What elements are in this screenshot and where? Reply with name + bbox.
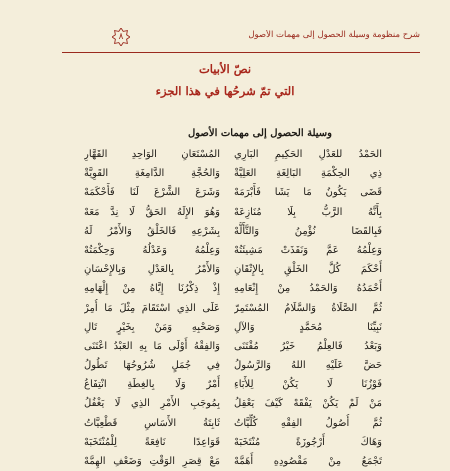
verse-first-hemistich: حَضَّ عَلَيْهِ اللهُ وَالرَّسُولُ [234, 360, 382, 372]
verse-second-hemistich: وَصَحْبِهِ وَمَنْ بِخَيْرٍ تَالِ [84, 321, 220, 333]
verse-first-hemistich: الحَمْدُ للعَدْلِ الحَكِيمِ البَارِي [234, 149, 382, 160]
poem-verses [0, 145, 450, 471]
verse-row [0, 356, 450, 375]
verse-row [0, 394, 450, 413]
verse-second-hemistich: ثَابِتَةُ الأَسَاسِ قَطْعِيَّاتُ [84, 417, 220, 429]
verse-second-hemistich: فِي جُمَلٍ شُرُوحُهَا تَطُولُ [84, 360, 220, 372]
verse-row [0, 414, 450, 433]
verse-first-hemistich: أَحْكَمَ كُلَّ الخَلْقِ بِالإِتْقَانِ [234, 264, 382, 276]
verse-row [0, 375, 450, 394]
page-number: ٨ [118, 32, 124, 42]
verse-first-hemistich: فَبِالقَضَا نُؤْمِنُ وَالتَّأَلُّهْ [234, 225, 382, 237]
verse-second-hemistich: إِذْ ذِكْرُنَا إِيَّاهُ مِنْ إِلْهَامِهِ [84, 283, 220, 295]
verse-second-hemistich: قَوَاعِدًا نَافِعَةً لِلْمُنْتَخَبَهْ [84, 436, 220, 448]
verse-first-hemistich: وَبَعْدُ فَالعِلْمُ خَيْرُ مُقْتَنَى [234, 340, 382, 352]
verse-first-hemistich: فَوْزُنَا لَا يَكُنْ لِلأَبَاءِ [234, 379, 382, 391]
verse-first-hemistich: ذِي الحِكْمَةِ البَالِغَةِ العَلِيَّةْ [234, 168, 382, 180]
verse-second-hemistich: وَالحُجَّةِ الدَّامِغَةِ القَوِيَّةْ [84, 168, 220, 180]
verse-row [0, 318, 450, 337]
verse-row [0, 183, 450, 202]
verse-second-hemistich: وَالفِقْهُ أَوْلَى مَا بِهِ العَبْدُ اعْتَنَى [84, 340, 220, 352]
section-subtitle: التي تمّ شرحُها في هذا الجزء [155, 84, 295, 98]
verse-first-hemistich: نَبِيِّنَا مُحَمَّدٍ وَالآلِ [234, 321, 382, 333]
verse-row [0, 145, 450, 164]
verse-first-hemistich: تَجْمَعُ مِنْ مَقْصُودِهِ أَهَمَّهْ [234, 456, 382, 467]
verse-first-hemistich: ثُمَّ الصَّلَاةُ وَالسَّلَامُ المُسْتَمِرّ [234, 302, 382, 314]
verse-second-hemistich: وَالأَمْرُ بِالعَدْلِ وَبِالإِحْسَانِ [84, 264, 220, 276]
verse-row [0, 241, 450, 260]
verse-row [0, 203, 450, 222]
verse-second-hemistich: عَلَى الذِي اسْتَقَامَ مِثْلَ مَا أُمِرْ [84, 302, 220, 314]
verse-second-hemistich: وَشَرَعَ الشَّرْعَ لَنَا فَأَحْكَمَهْ [84, 187, 220, 199]
verse-first-hemistich: قَضَى يَكُونُ مَا يَشَا فَأَبْرَمَهْ [234, 187, 382, 199]
verse-second-hemistich: بِشَرْعِهِ فَالخَلْقُ وَالأَمْرُ لَهُ [84, 225, 220, 237]
verse-second-hemistich: أَمْرٌ وَلَا بِالغِطَةِ انْتِفَاعُ [84, 379, 220, 391]
verse-row [0, 299, 450, 318]
verse-row [0, 164, 450, 183]
page-number-badge [112, 28, 130, 46]
verse-first-hemistich: أَحْمَدُهُ وَالحَمْدُ مِنْ إِنْعَامِهِ [234, 283, 382, 295]
verse-row [0, 337, 450, 356]
section-title: نصّ الأبيات [198, 62, 252, 76]
poem-title: وسيلة الحصول إلى مهمات الأصول [188, 128, 332, 139]
verse-row [0, 279, 450, 298]
verse-first-hemistich: وَهَاكَ أَرْجُوزَةً مُنْتَخَبَهْ [234, 436, 382, 448]
verse-first-hemistich: بِأَنَّهُ الرَّبُّ بِلَا مُنَازِعَهْ [234, 206, 382, 218]
verse-row [0, 260, 450, 279]
verse-second-hemistich: وَعِلْمُهُ وَعَدْلُهُ وَحِكْمَتُهْ [84, 244, 220, 256]
verse-second-hemistich: المُسْتَعَانِ الوَاحِدِ القَهَّارِ [84, 149, 220, 160]
verse-first-hemistich: مَنْ لَمْ يَكُنْ يَفْقَهْ كَيْفَ يَعْقِلُ [234, 398, 382, 410]
verse-first-hemistich: ثُمَّ أُصُولُ الفِقْهِ كُلِّيَّاتُ [234, 417, 382, 429]
verse-second-hemistich: وَهُوَ الإِلَهُ الحَقُّ لَا نِدَّ مَعَهْ [84, 206, 220, 218]
verse-second-hemistich: مَعْ قِصَرِ الوَقْتِ وَضَعْفِ الهِمَّهْ [84, 456, 220, 467]
verse-row [0, 222, 450, 241]
verse-row [0, 433, 450, 452]
verse-first-hemistich: وَعِلْمُهُ عَمَّ وَنَفَذَتْ مَشِيئَتُهْ [234, 244, 382, 256]
verse-row [0, 452, 450, 471]
running-title: شرح منظومة وسيلة الحصول إلى مهمات الأصول [248, 30, 420, 40]
verse-second-hemistich: بِمُوجَبِ الأَمْرِ الذِي لَا يَغْفُلُ [84, 398, 220, 410]
